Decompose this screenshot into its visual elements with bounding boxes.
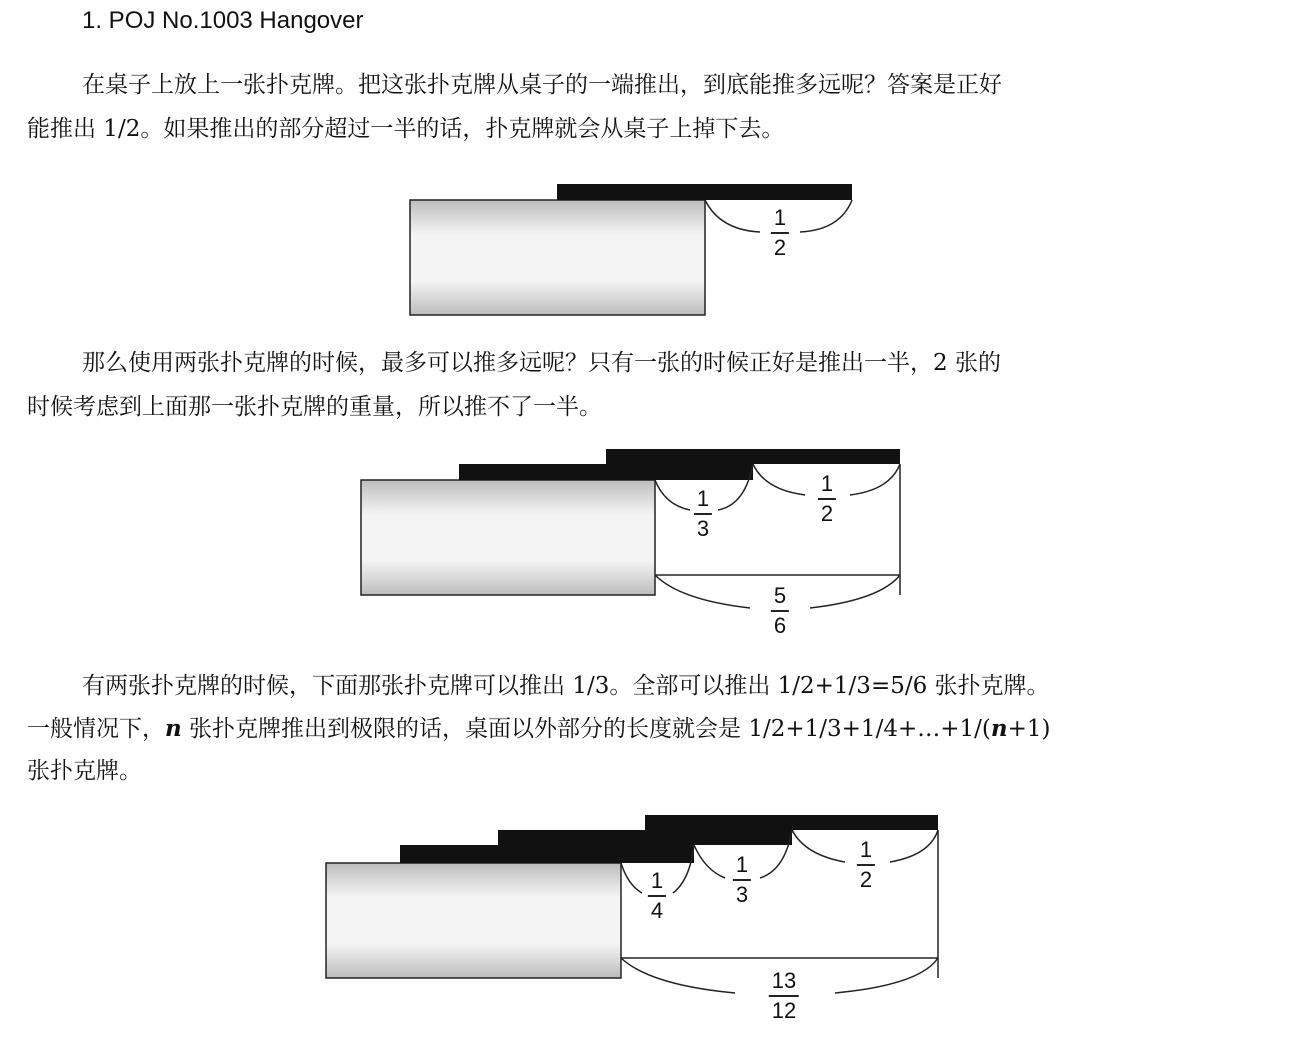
card [459, 464, 753, 480]
fraction-label: 1 3 [733, 853, 751, 907]
paragraph-line: 能推出 1/2。如果推出的部分超过一半的话，扑克牌就会从桌子上掉下去。 [27, 116, 785, 142]
paragraph-line: 张扑克牌。 [27, 758, 142, 784]
paragraph-line: 有两张扑克牌的时候，下面那张扑克牌可以推出 1/3。全部可以推出 1/2+1/3=5/6 张扑克牌。 [82, 673, 1050, 699]
card [606, 449, 900, 464]
card [498, 830, 792, 845]
fraction-label: 1 4 [648, 869, 666, 923]
fraction-label: 1 2 [771, 206, 789, 260]
fraction-label: 5 6 [771, 584, 789, 638]
table [361, 480, 655, 595]
fraction-label: 1 3 [694, 487, 712, 541]
fraction-label: 1 2 [818, 472, 836, 526]
fraction-label: 13 12 [769, 969, 799, 1023]
paragraph-line: 一般情况下，n 张扑克牌推出到极限的话，桌面以外部分的长度就会是 1/2+1/3+1/4+…+1/(n+1) [27, 715, 1051, 742]
paragraph-line: 在桌子上放上一张扑克牌。把这张扑克牌从桌子的一端推出，到底能推多远呢？答案是正好 [82, 72, 1002, 98]
card [557, 184, 852, 200]
card [645, 815, 938, 830]
section-title: 1. POJ No.1003 Hangover [82, 7, 364, 34]
paragraph-line: 时候考虑到上面那一张扑克牌的重量，所以推不了一半。 [27, 394, 602, 420]
paragraph-line: 那么使用两张扑克牌的时候，最多可以推多远呢？只有一张的时候正好是推出一半，2 张的 [82, 350, 1001, 376]
table [410, 200, 705, 315]
table [326, 863, 621, 978]
fraction-label: 1 2 [857, 838, 875, 892]
edge-line [655, 464, 900, 595]
card [400, 845, 694, 863]
